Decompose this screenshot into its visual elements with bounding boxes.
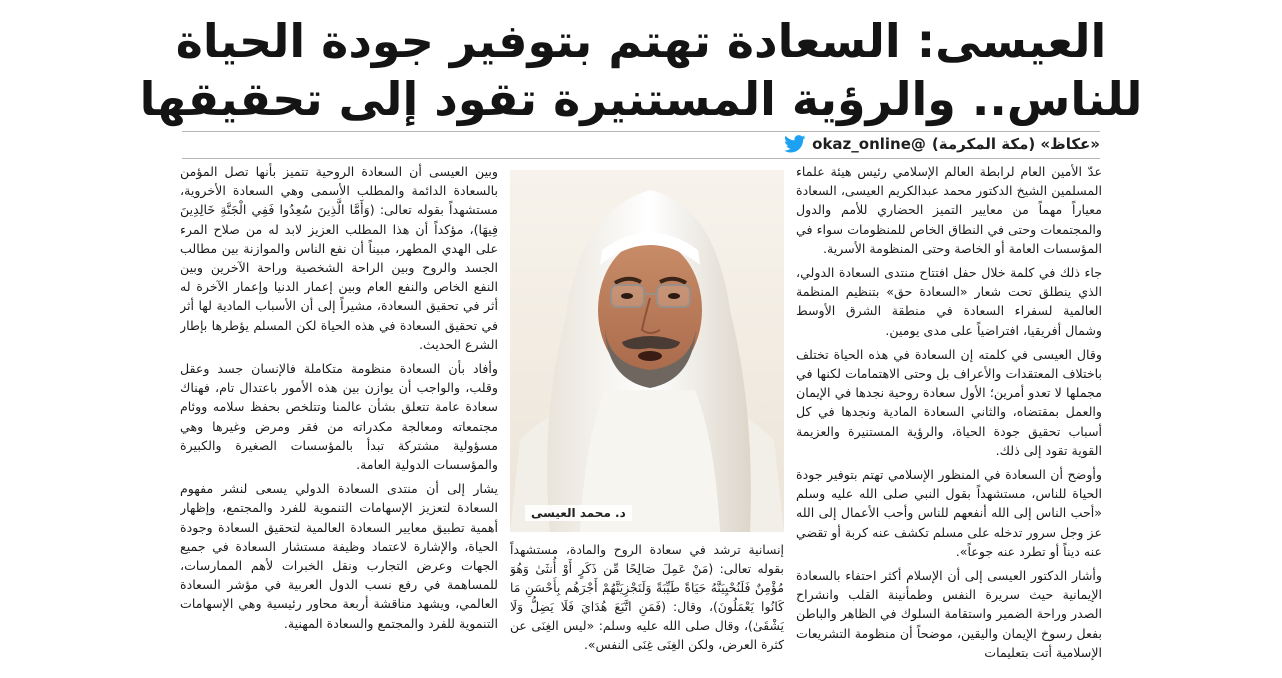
headline-line-2: للناس.. والرؤية المستنيرة تقود إلى تحقيقها [139, 72, 1143, 126]
article-column-middle [510, 540, 784, 670]
paragraph: وبين العيسى أن السعادة الروحية تتميز بأنها تصل المؤمن بالسعادة الدائمة والمطلب الأسمى وهي السعادة الأخروية، مستشهداً بقوله تعالى: (وَأَمَّا الَّذِينَ سُعِدُوا فَفِي الْجَنَّةِ خَالِدِينَ فِيهَا)، مؤكداً أن هذا المطلب العزيز لابد له من صلاح المرء على الهدي المطهر، مبيناً أن نفع الناس والموازنة بين مطالب الجسد والروح وبين الراحة الشخصية وراحة الآخرين وبين النفع الخاص والنفع العام وبين إعمار الدنيا وإعمار الآخرة له أثر في تحقيق السعادة، مشيراً إلى أن الأسباب المادية لها أثر في تحقيق السعادة في هذه الحياة لكن المسلم يؤطرها بإطار الشرع الحديث. [180, 164, 498, 352]
byline-source: «عكاظ» (مكة المكرمة) [931, 135, 1100, 153]
article-column-left [180, 162, 498, 662]
photo-caption: د. محمد العيسى [525, 505, 632, 521]
paragraph: يشار إلى أن منتدى السعادة الدولي يسعى لنشر مفهوم السعادة لتعزيز الإسهامات التنموية للفرد والمجتمع، وإظهار أهمية تطبيق معايير السعادة العالمية لتحقيق السعادة وجودة الحياة، والإشارة لاعتماد وظيفة مستشار السعادة في جميع الجهات وعرض التجارب ونقل الخبرات لأهم الممارسات، للمساهمة في رفع نسب الدول العربية في مؤشر السعادة العالمي، ويشهد مناقشة أربعة محاور رئيسية وهي الإسهامات التنموية للفرد والمجتمع والسعادة المهنية. [180, 481, 498, 631]
byline [784, 135, 1100, 153]
paragraph: وأوضح أن السعادة في المنظور الإسلامي تهتم بتوفير جودة الحياة للناس، مستشهداً بقول النبي صلى الله عليه وسلم «أحب الناس إلى الله أنفعهم للناس وأحب الأعمال إلى الله عز وجل سرور تدخله على مسلم تكشف عنه كربة أو تقضي عنه ديناً أو تطرد عنه جوعاً». [796, 467, 1102, 559]
byline-bar [182, 131, 1100, 159]
portrait-photo [510, 170, 784, 532]
paragraph: جاء ذلك في كلمة خلال حفل افتتاح منتدى السعادة الدولي، الذي ينطلق تحت شعار «السعادة حق» بتنظيم المنظمة العالمية لسفراء السعادة في منطقة الشرق الأوسط وشمال أفريقيا، افتراضياً على مدى يومين. [796, 265, 1102, 338]
paragraph: وأفاد بأن السعادة منظومة متكاملة فالإنسان جسد وعقل وقلب، والواجب أن يوازن بين هذه الأمور باعتدال تام، فهناك سعادة عامة تتعلق بشأن عالمنا وتتلخص بحفظ سلامه ووئام مجتمعاته ومعالجة مكدراته من فقر ومرض وغيرها وهي مسؤولية مشتركة تبدأ بالمؤسسات الصغيرة والكبيرة والمؤسسات الدولية العامة. [180, 361, 498, 473]
paragraph: وأشار الدكتور العيسى إلى أن الإسلام أكثر احتفاء بالسعادة الإيمانية حيث سريرة النفس وطمأنينة القلب وانشراح الصدر وراحة الضمير واستقامة السلوك في الظاهر والباطن بفعل رسوخ الإيمان واليقين، موضحاً أن منظومة التشريعات الإسلامية أتت بتعليمات [796, 568, 1102, 660]
twitter-bird-icon [784, 135, 806, 153]
paragraph: وقال العيسى في كلمته إن السعادة في هذه الحياة تختلف باختلاف المعتقدات والأعراف بل وحتى الاهتمامات لكنها في مجملها لا تعدو أمرين؛ الأول سعادة روحية نجدها في الإيمان والعمل بمقتضاه، والثاني السعادة المادية ونجدها في كل أسباب تحقيق جودة الحياة، والرؤية المستنيرة والعزيمة القوية تقود إلى ذلك. [796, 346, 1102, 458]
paragraph: عدّ الأمين العام لرابطة العالم الإسلامي رئيس هيئة علماء المسلمين الشيخ الدكتور محمد عبدالكريم العيسى، السعادة معياراً مهماً من معايير التميز الحضاري للأمم والدول والمجتمعات وحتى في النطاق الخاص للمنظومات سواء في المؤسسات العامة أو الخاصة وحتى المنظومة الأسرية. [796, 164, 1102, 256]
article-column-right [796, 162, 1102, 678]
paragraph: إنسانية ترشد في سعادة الروح والمادة، مستشهداً بقوله تعالى: (مَنْ عَمِلَ صَالِحًا مِّن ذَكَرٍ أَوْ أُنثَىٰ وَهُوَ مُؤْمِنٌ فَلَنُحْيِيَنَّهُ حَيَاةً طَيِّبَةً وَلَنَجْزِيَنَّهُمْ أَجْرَهُم بِأَحْسَنِ مَا كَانُوا يَعْمَلُونَ)، وقال: (فَمَنِ اتَّبَعَ هُدَايَ فَلَا يَضِلُّ وَلَا يَشْقَىٰ)، وقال صلى الله عليه وسلم: «ليس الغِنَى عن كثرة العرض، ولكن الغِنَى غِنَى النفس». [510, 542, 784, 652]
headline-line-1: العيسى: السعادة تهتم بتوفير جودة الحياة [175, 14, 1107, 68]
byline-handle: okaz_online@ [812, 135, 926, 153]
